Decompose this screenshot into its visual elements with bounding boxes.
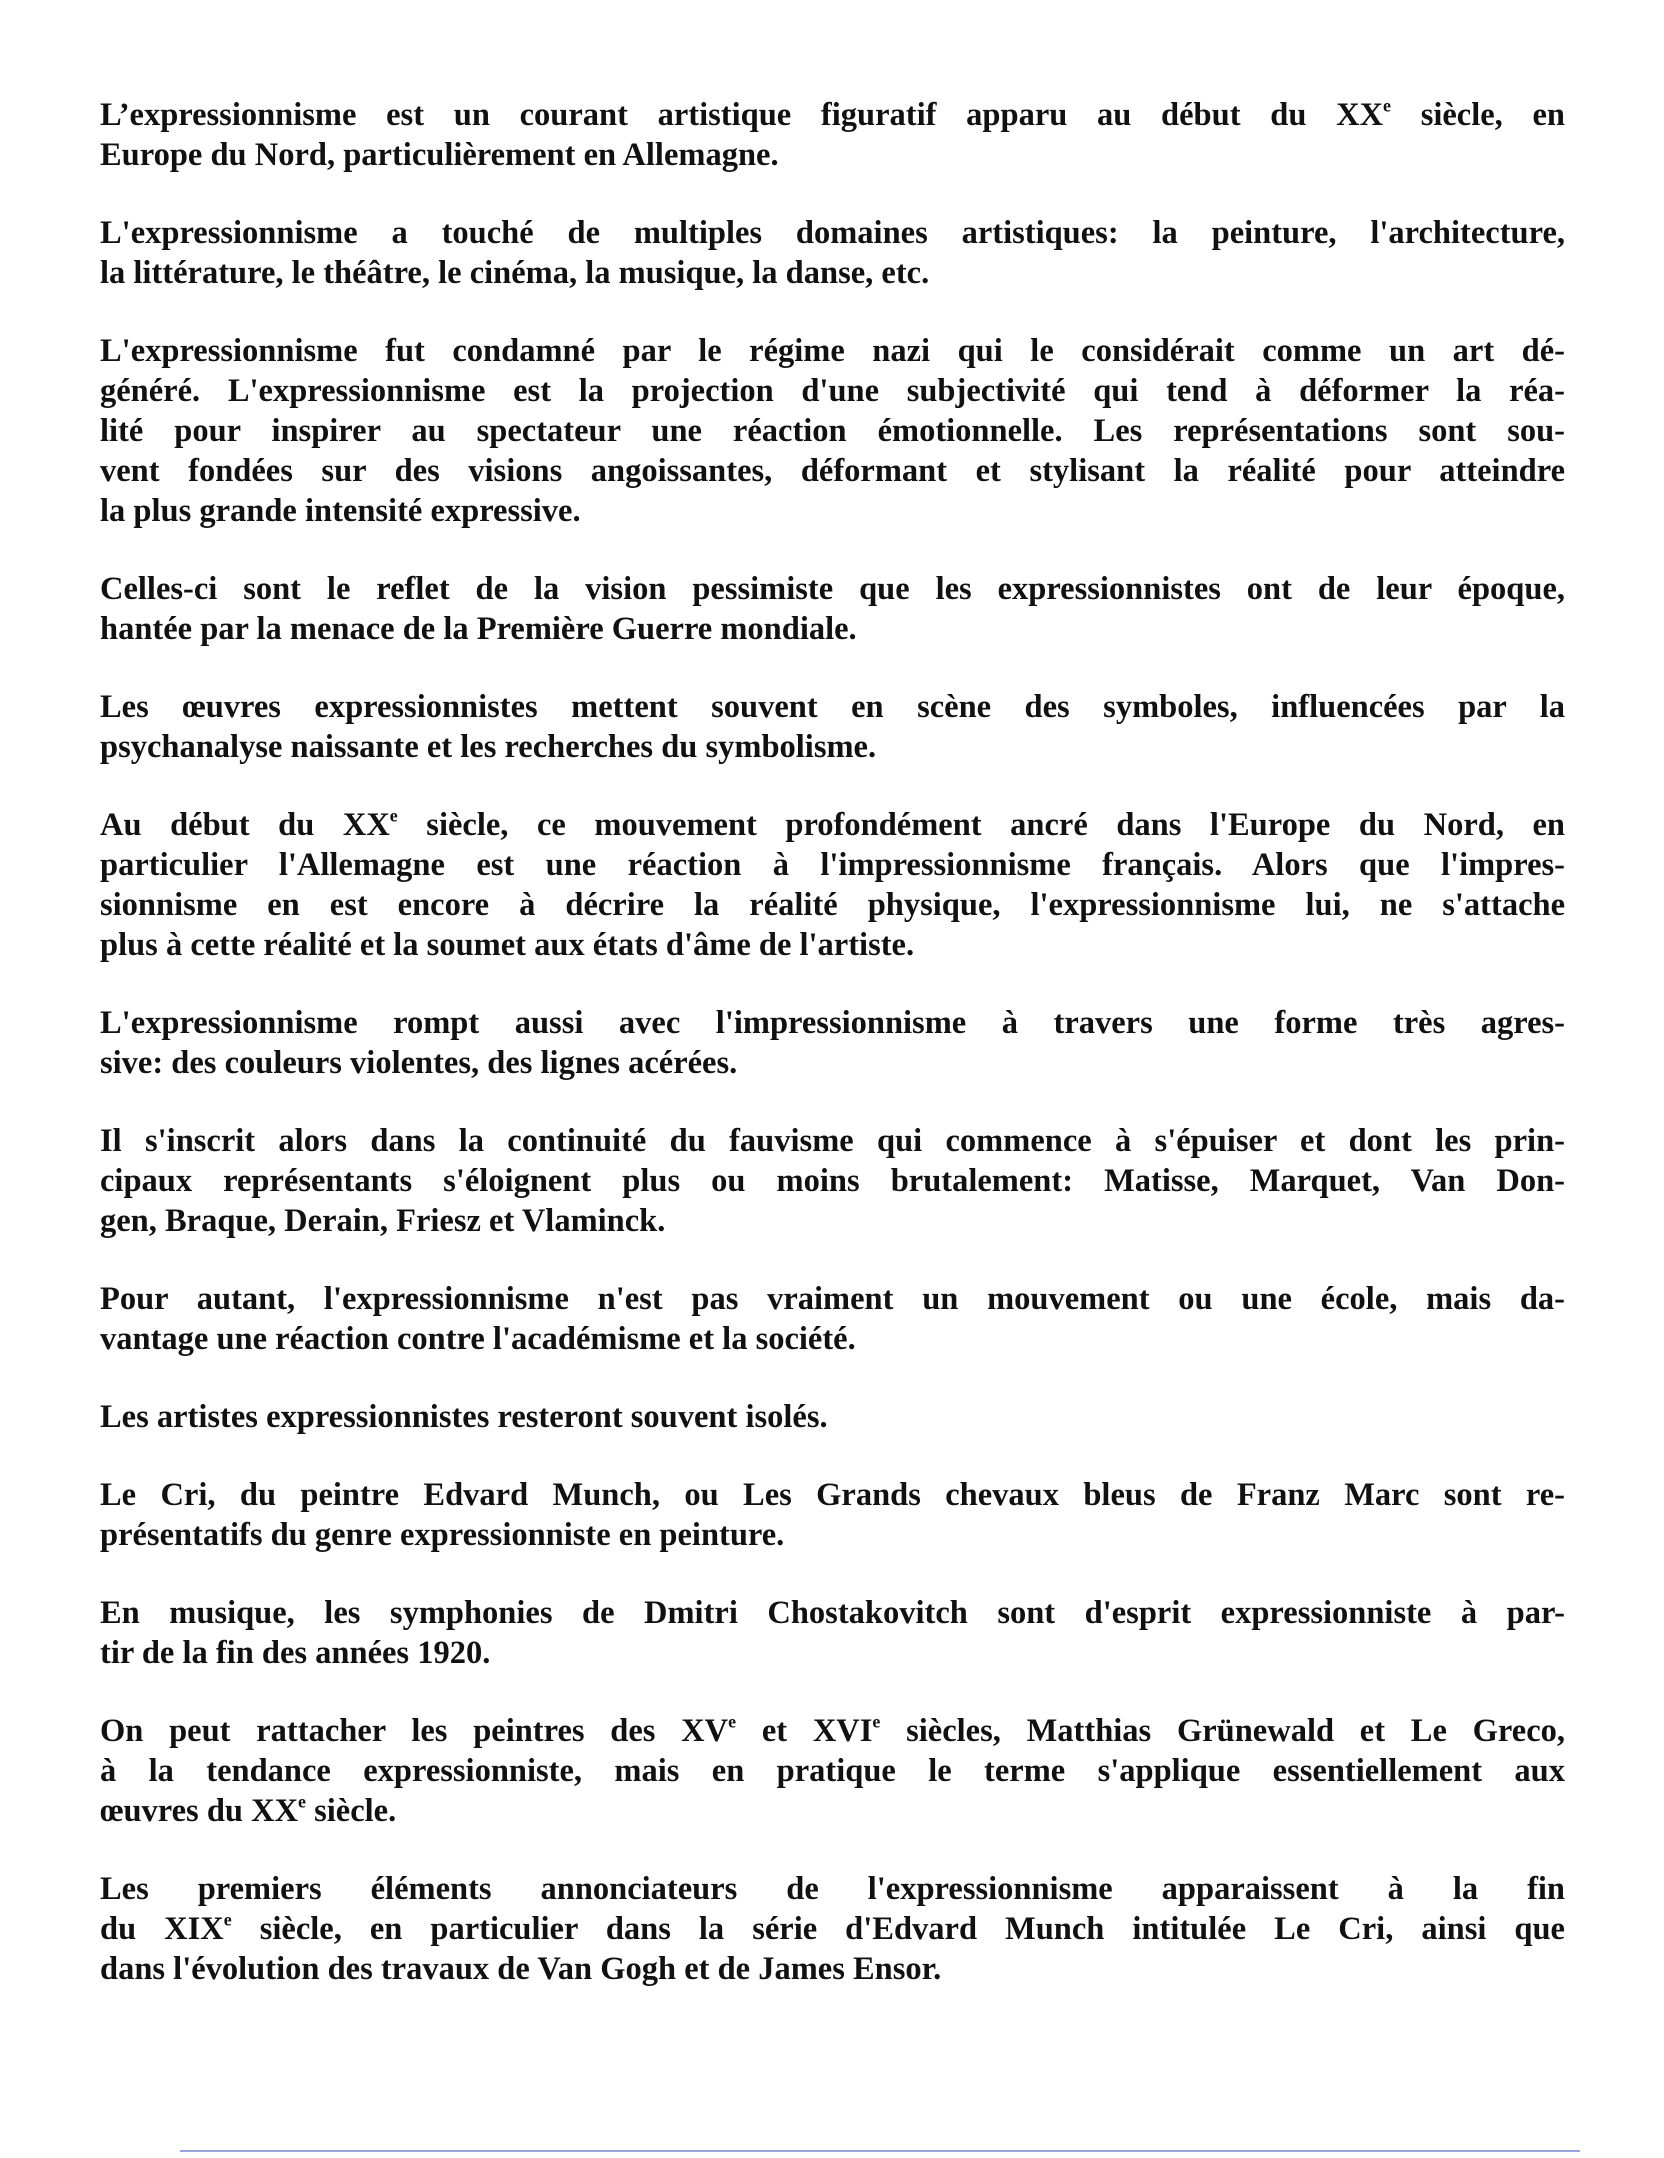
text-segment: siècle, ce mouvement profondément ancré dans l'Europe du Nord, en: [397, 807, 1565, 843]
paragraph: [100, 1475, 1565, 1555]
text-segment: L'expressionnisme a touché de multiples domaines artistiques: la peinture, l'architecture,: [100, 215, 1565, 251]
text-segment: siècle, en particulier dans la série d'Edvard Munch intitulée Le Cri, ainsi que: [231, 1911, 1565, 1947]
text-segment: Le Cri, du peintre Edvard Munch, ou Les Grands chevaux bleus de Franz Marc sont re-: [100, 1477, 1565, 1513]
text-segment: sionnisme en est encore à décrire la réalité physique, l'expressionnisme lui, ne s'attache: [100, 887, 1565, 923]
text-line: [100, 1633, 1565, 1673]
paragraph: [100, 687, 1565, 767]
text-segment: siècle, en: [1390, 97, 1566, 133]
text-line: [100, 1475, 1565, 1515]
paragraph: [100, 1121, 1565, 1241]
superscript: e: [872, 1711, 881, 1732]
superscript: e: [389, 805, 398, 826]
paragraph: [100, 1279, 1565, 1359]
text-segment: L'expressionnisme rompt aussi avec l'impressionnisme à travers une forme très agres-: [100, 1005, 1565, 1041]
text-segment: œuvres du XX: [100, 1793, 299, 1829]
text-line: [100, 805, 1565, 845]
text-line: [100, 1869, 1565, 1909]
text-segment: tir de la fin des années 1920.: [100, 1635, 491, 1671]
text-line: [100, 213, 1565, 253]
text-segment: et XVI: [736, 1713, 873, 1749]
text-segment: particulier l'Allemagne est une réaction à l'impressionnisme français. Alors que l'impres-: [100, 847, 1565, 883]
text-segment: Europe du Nord, particulièrement en Allemagne.: [100, 137, 779, 173]
text-line: [100, 1397, 1565, 1437]
text-segment: Celles-ci sont le reflet de la vision pessimiste que les expressionnistes ont de leur époque,: [100, 571, 1565, 607]
text-line: [100, 609, 1565, 649]
text-line: [100, 1751, 1565, 1791]
superscript: e: [223, 1909, 232, 1930]
text-line: [100, 1121, 1565, 1161]
document-body: [100, 95, 1565, 2027]
paragraph: [100, 331, 1565, 531]
paragraph: [100, 1397, 1565, 1437]
text-line: [100, 569, 1565, 609]
paragraph: [100, 1593, 1565, 1673]
paragraph: [100, 1003, 1565, 1083]
text-segment: L’expressionnisme est un courant artistique figuratif apparu au début du XX: [100, 97, 1384, 133]
text-segment: siècles, Matthias Grünewald et Le Greco,: [880, 1713, 1565, 1749]
text-line: [100, 687, 1565, 727]
paragraph: [100, 1869, 1565, 1989]
text-line: [100, 1949, 1565, 1989]
paragraph: [100, 1711, 1565, 1831]
paragraph: [100, 805, 1565, 965]
text-segment: hantée par la menace de la Première Guerre mondiale.: [100, 611, 857, 647]
text-segment: vent fondées sur des visions angoissantes, déformant et stylisant la réalité pour atteindre: [100, 453, 1565, 489]
text-line: [100, 1515, 1565, 1555]
paragraph: [100, 95, 1565, 175]
text-segment: siècle.: [305, 1793, 397, 1829]
text-segment: lité pour inspirer au spectateur une réaction émotionnelle. Les représentations sont sou-: [100, 413, 1565, 449]
text-segment: à la tendance expressionniste, mais en pratique le terme s'applique essentiellement aux: [100, 1753, 1565, 1789]
text-line: [100, 1711, 1565, 1751]
text-line: [100, 411, 1565, 451]
text-segment: En musique, les symphonies de Dmitri Chostakovitch sont d'esprit expressionniste à par-: [100, 1595, 1565, 1631]
text-line: [100, 253, 1565, 293]
text-segment: On peut rattacher les peintres des XV: [100, 1713, 729, 1749]
text-line: [100, 845, 1565, 885]
text-line: [100, 1319, 1565, 1359]
text-line: [100, 1791, 1565, 1831]
text-segment: vantage une réaction contre l'académisme et la société.: [100, 1321, 856, 1357]
text-segment: du XIX: [100, 1911, 224, 1947]
text-line: [100, 885, 1565, 925]
text-line: [100, 1909, 1565, 1949]
text-line: [100, 925, 1565, 965]
text-line: [100, 1201, 1565, 1241]
text-segment: la plus grande intensité expressive.: [100, 493, 581, 529]
text-segment: dans l'évolution des travaux de Van Gogh et de James Ensor.: [100, 1951, 942, 1987]
text-segment: sive: des couleurs violentes, des lignes acérées.: [100, 1045, 738, 1081]
text-line: [100, 95, 1565, 135]
text-segment: présentatifs du genre expressionniste en peinture.: [100, 1517, 785, 1553]
text-segment: plus à cette réalité et la soumet aux états d'âme de l'artiste.: [100, 927, 915, 963]
text-line: [100, 491, 1565, 531]
text-segment: cipaux représentants s'éloignent plus ou moins brutalement: Matisse, Marquet, Van Don-: [100, 1163, 1565, 1199]
bottom-rule: [180, 2150, 1580, 2152]
text-segment: Au début du XX: [100, 807, 390, 843]
text-line: [100, 1279, 1565, 1319]
text-line: [100, 451, 1565, 491]
text-line: [100, 135, 1565, 175]
text-segment: L'expressionnisme fut condamné par le régime nazi qui le considérait comme un art dé-: [100, 333, 1565, 369]
text-line: [100, 1593, 1565, 1633]
paragraph: [100, 569, 1565, 649]
text-line: [100, 727, 1565, 767]
text-line: [100, 1043, 1565, 1083]
superscript: e: [728, 1711, 737, 1732]
superscript: e: [298, 1791, 306, 1812]
text-segment: Pour autant, l'expressionnisme n'est pas vraiment un mouvement ou une école, mais da-: [100, 1281, 1565, 1317]
text-line: [100, 1003, 1565, 1043]
text-line: [100, 371, 1565, 411]
text-segment: Il s'inscrit alors dans la continuité du fauvisme qui commence à s'épuiser et dont les prin-: [100, 1123, 1565, 1159]
text-line: [100, 1161, 1565, 1201]
paragraph: [100, 213, 1565, 293]
superscript: e: [1383, 95, 1391, 116]
text-line: [100, 331, 1565, 371]
text-segment: Les artistes expressionnistes resteront souvent isolés.: [100, 1399, 828, 1435]
text-segment: Les premiers éléments annonciateurs de l'expressionnisme apparaissent à la fin: [100, 1871, 1565, 1907]
text-segment: la littérature, le théâtre, le cinéma, la musique, la danse, etc.: [100, 255, 930, 291]
text-segment: Les œuvres expressionnistes mettent souvent en scène des symboles, influencées par la: [100, 689, 1565, 725]
text-segment: psychanalyse naissante et les recherches du symbolisme.: [100, 729, 877, 765]
text-segment: gen, Braque, Derain, Friesz et Vlaminck.: [100, 1203, 666, 1239]
text-segment: généré. L'expressionnisme est la projection d'une subjectivité qui tend à déformer la réa-: [100, 373, 1565, 409]
